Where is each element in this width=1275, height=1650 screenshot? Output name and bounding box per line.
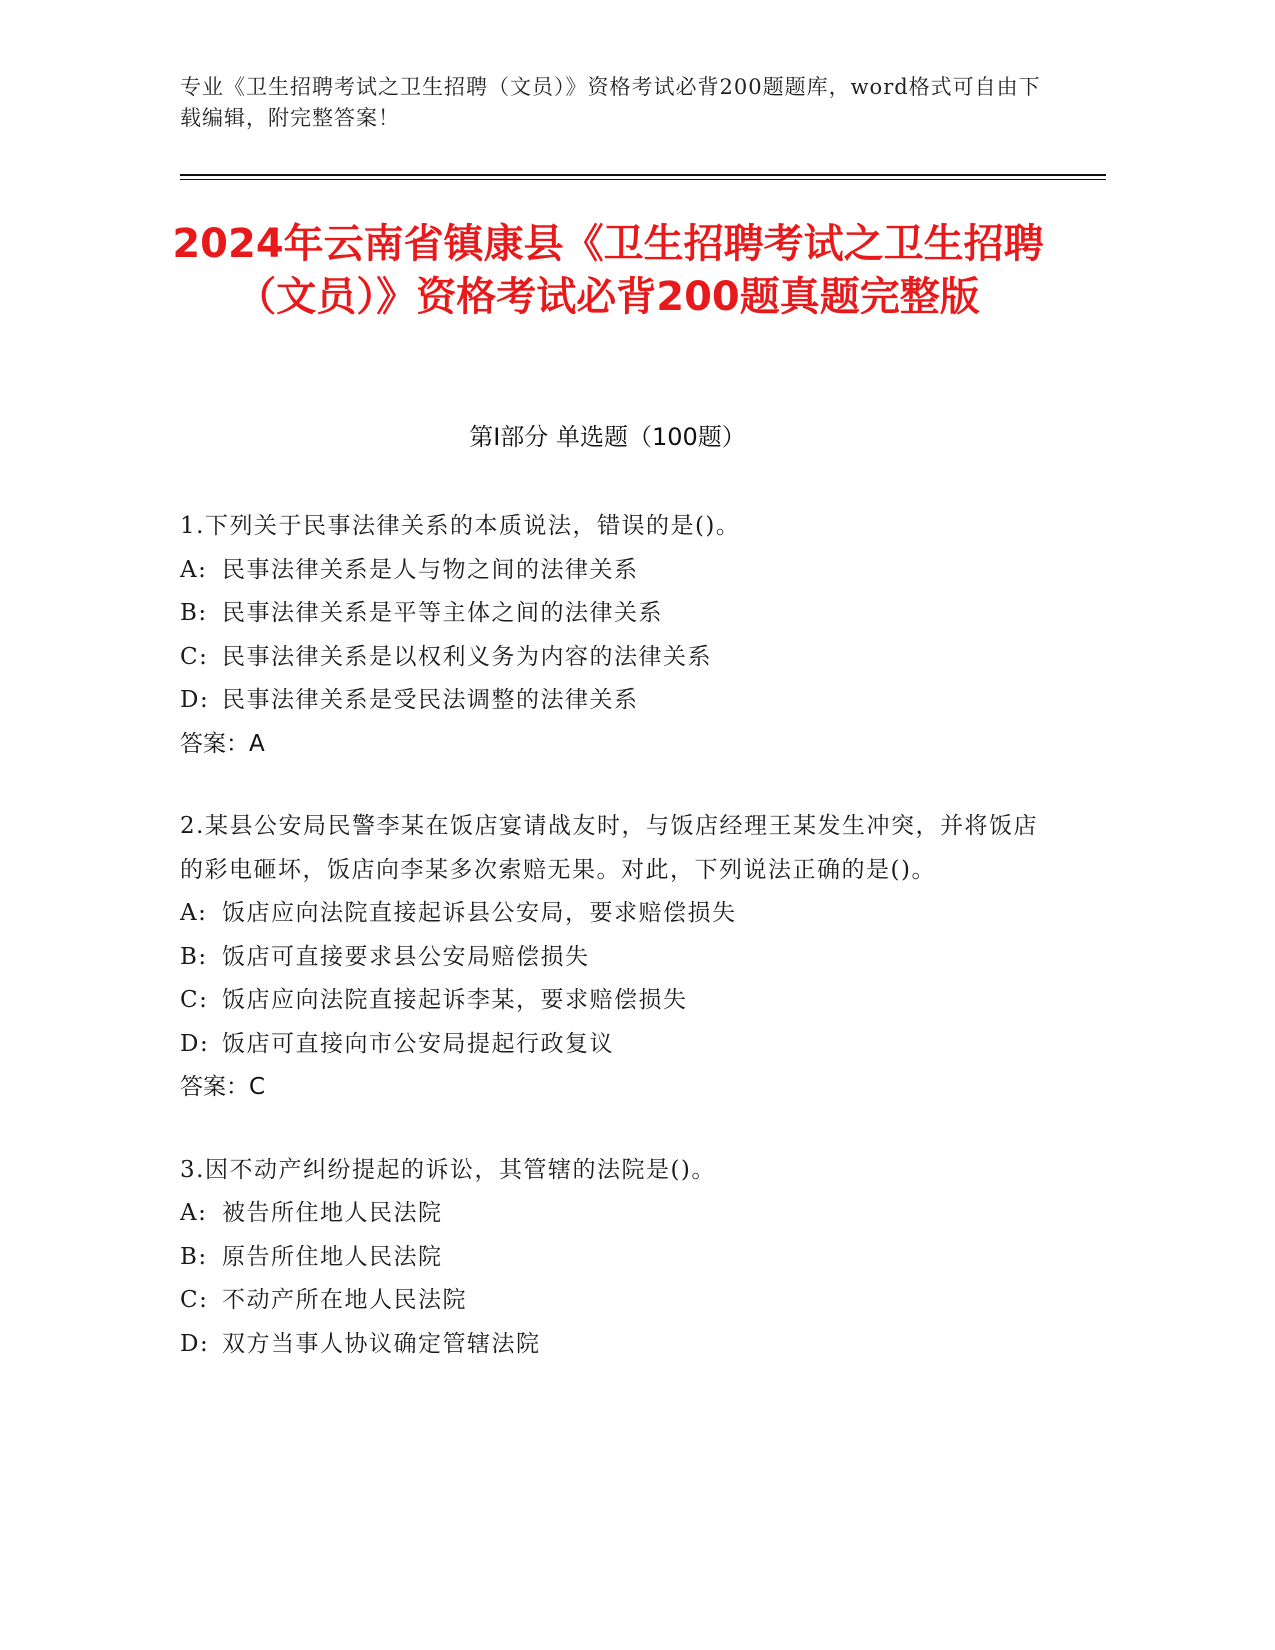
option-key: C: — [180, 987, 209, 1013]
option-b — [180, 1236, 1060, 1280]
option-key: B: — [180, 943, 208, 970]
option-c — [180, 636, 1060, 680]
option-text: 原告所住地人民法院 — [222, 1243, 443, 1270]
option-key: B: — [180, 600, 208, 626]
option-text: 饭店可直接向市公安局提起行政复议 — [222, 1030, 614, 1057]
option-text: 不动产所在地人民法院 — [222, 1287, 467, 1313]
question-item — [180, 1149, 1060, 1367]
option-key: D: — [180, 1030, 210, 1057]
header-divider-thin — [180, 179, 1106, 180]
option-key: A: — [180, 900, 208, 926]
option-text: 民事法律关系是受民法调整的法律关系 — [222, 687, 639, 713]
option-c — [180, 1279, 1060, 1323]
option-key: C: — [180, 1287, 209, 1313]
option-b — [180, 592, 1060, 636]
option-a — [180, 1192, 1060, 1236]
option-text: 饭店应向法院直接起诉李某，要求赔偿损失 — [222, 987, 688, 1013]
option-key: C: — [180, 643, 209, 670]
option-key: A: — [180, 556, 208, 583]
section-title: 第Ⅰ部分 单选题（100题） — [469, 423, 746, 451]
option-text: 被告所住地人民法院 — [222, 1200, 443, 1226]
question-stem: 1.下列关于民事法律关系的本质说法，错误的是()。 — [180, 513, 741, 539]
question-stem: 2.某县公安局民警李某在饭店宴请战友时，与饭店经理王某发生冲突，并将饭店的彩电砸坏，饭店向李某多次索赔无果。对此，下列说法正确的是()。 — [180, 813, 1038, 883]
answer-line: 答案：C — [180, 1074, 266, 1100]
option-key: B: — [180, 1243, 208, 1270]
option-d — [180, 1023, 1060, 1067]
option-a — [180, 549, 1060, 593]
option-text: 民事法律关系是人与物之间的法律关系 — [222, 556, 639, 583]
question-list — [180, 505, 1060, 1405]
question-item — [180, 805, 1060, 1110]
question-item — [180, 505, 1060, 766]
question-stem: 3.因不动产纠纷提起的诉讼，其管辖的法院是()。 — [180, 1156, 716, 1183]
option-text: 双方当事人协议确定管辖法院 — [222, 1330, 541, 1357]
option-b — [180, 936, 1060, 980]
option-a — [180, 892, 1060, 936]
option-key: D: — [180, 687, 210, 713]
option-key: D: — [180, 1330, 210, 1357]
option-text: 民事法律关系是平等主体之间的法律关系 — [222, 600, 663, 626]
option-text: 民事法律关系是以权利义务为内容的法律关系 — [222, 643, 712, 670]
document-title: 2024年云南省镇康县《卫生招聘考试之卫生招聘（文员）》资格考试必背200题真题完整版 — [172, 221, 1044, 320]
option-d — [180, 679, 1060, 723]
answer-line: 答案：A — [180, 730, 265, 757]
header-note: 专业《卫生招聘考试之卫生招聘（文员）》资格考试必背200题题库，word格式可自由下载编辑，附完整答案！ — [180, 75, 1041, 130]
option-text: 饭店应向法院直接起诉县公安局，要求赔偿损失 — [222, 900, 737, 926]
option-d — [180, 1323, 1060, 1367]
option-text: 饭店可直接要求县公安局赔偿损失 — [222, 943, 590, 970]
option-key: A: — [180, 1200, 208, 1226]
header-divider-thick — [180, 174, 1106, 176]
option-c — [180, 979, 1060, 1023]
